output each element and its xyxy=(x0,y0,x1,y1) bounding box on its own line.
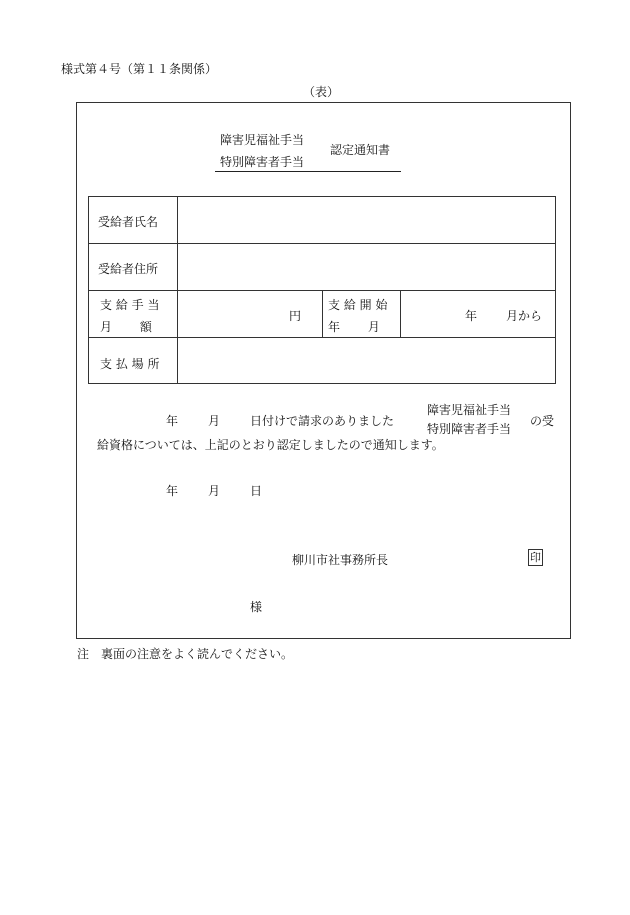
title-suffix: 認定通知書 xyxy=(330,143,391,157)
body-line-2: 給資格については、上記のとおり認定しましたので通知します。 xyxy=(97,438,444,452)
start-label-1: 支 給 開 始 xyxy=(328,298,388,312)
body-suffix: の受 xyxy=(530,414,555,428)
table-row-divider xyxy=(89,337,555,338)
payment-place-label: 支 払 場 所 xyxy=(100,357,160,371)
monthly-amount-label-2: 月 額 xyxy=(100,320,152,334)
recipient-address-label: 受給者住所 xyxy=(98,262,159,276)
side-label: （表） xyxy=(303,85,340,99)
start-label-2: 年 月 xyxy=(328,320,380,334)
table-col-divider xyxy=(400,290,401,337)
body-allowance-1: 障害児福祉手当 xyxy=(427,403,512,417)
monthly-amount-label-1: 支 給 手 当 xyxy=(100,298,160,312)
start-month-unit: 月から xyxy=(506,309,543,323)
table-row-divider xyxy=(89,243,555,244)
footer-note: 注 裏面の注意をよく読んでください。 xyxy=(77,647,294,661)
recipient-name-label: 受給者氏名 xyxy=(98,215,159,229)
title-underline xyxy=(215,171,401,172)
table-col-divider xyxy=(322,290,323,337)
body-allowance-2: 特別障害者手当 xyxy=(427,422,512,436)
table-col-divider xyxy=(177,197,178,383)
issue-year: 年 xyxy=(166,484,179,498)
title-allowance-1: 障害児福祉手当 xyxy=(220,133,305,147)
addressee-honorific: 様 xyxy=(250,600,263,614)
form-number: 様式第４号（第１１条関係） xyxy=(61,62,218,76)
issue-month: 月 xyxy=(208,484,221,498)
start-year-unit: 年 xyxy=(465,309,478,323)
title-allowance-2: 特別障害者手当 xyxy=(220,155,305,169)
issuer-name: 柳川市社事務所長 xyxy=(292,553,389,567)
issue-day: 日 xyxy=(250,484,263,498)
request-year: 年 xyxy=(166,414,179,428)
request-month: 月 xyxy=(208,414,221,428)
yen-unit: 円 xyxy=(289,309,302,323)
seal-mark: 印 xyxy=(530,551,541,564)
request-date-phrase: 日付けで請求のありました xyxy=(250,414,395,428)
